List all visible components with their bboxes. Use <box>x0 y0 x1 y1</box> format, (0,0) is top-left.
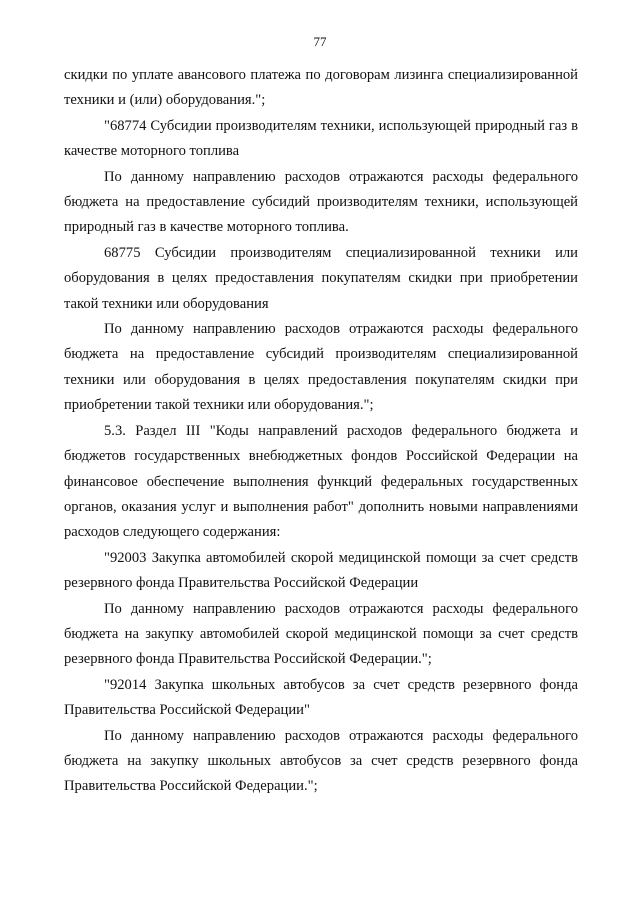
paragraph-code-68775-title: 68775 Субсидии производителям специализированной техники или оборудования в целях предоставления покупателям скидки при приобретении такой техники или оборудования <box>64 244 578 312</box>
paragraph-code-92003-title: "92003 Закупка автомобилей скорой медицинской помощи за счет средств резервного фонда Правительства Российской Федерации <box>64 549 578 592</box>
paragraph-code-92014-title: "92014 Закупка школьных автобусов за счет средств резервного фонда Правительства Российской Федерации" <box>64 676 578 719</box>
paragraph-continuation: скидки по уплате авансового платежа по договорам лизинга специализированной техники и (или) оборудования."; <box>64 67 578 109</box>
paragraph-code-92003-description: По данному направлению расходов отражаются расходы федерального бюджета на закупку автомобилей скорой медицинской помощи за счет средств резервного фонда Правительства Российской Федерации."; <box>64 600 578 668</box>
page-number: 77 <box>313 34 327 49</box>
paragraph-code-68774-title: "68774 Субсидии производителям техники, использующей природный газ в качестве моторного топлива <box>64 117 578 160</box>
paragraph-code-68774-description: По данному направлению расходов отражаются расходы федерального бюджета на предоставление субсидий производителям техники, использующей природный газ в качестве моторного топлива. <box>64 168 578 236</box>
paragraph-code-92014-description: По данному направлению расходов отражаются расходы федерального бюджета на закупку школьных автобусов за счет средств резервного фонда Правительства Российской Федерации."; <box>64 727 578 795</box>
document-body <box>64 63 578 800</box>
paragraph-code-68775-description: По данному направлению расходов отражаются расходы федерального бюджета на предоставление субсидий производителям специализированной техники или оборудования в целях предоставления покупателям скидки при приобретении такой техники или оборудования."; <box>64 321 578 414</box>
paragraph-section-5-3: 5.3. Раздел III "Коды направлений расходов федерального бюджета и бюджетов государственных внебюджетных фондов Российской Федерации на финансовое обеспечение выполнения функций федеральных государственных органов, оказания услуг и выполнения работ" дополнить новыми направлениями расходов следующего содержания: <box>64 422 578 541</box>
